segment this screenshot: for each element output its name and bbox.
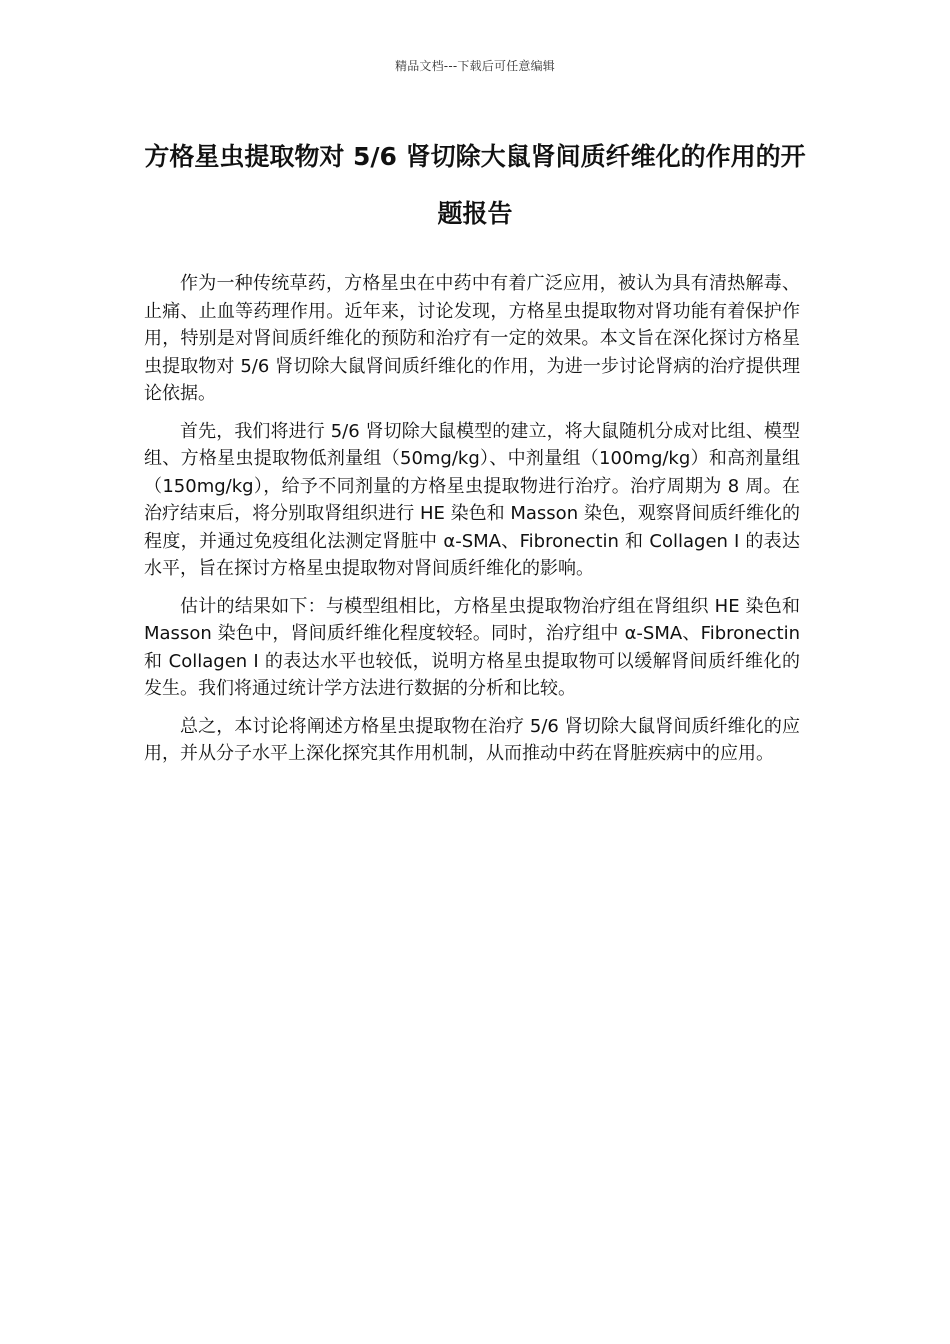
paragraph-introduction: 作为一种传统草药，方格星虫在中药中有着广泛应用，被认为具有清热解毒、止痛、止血等药理作用。近年来，讨论发现，方格星虫提取物对肾功能有着保护作用，特别是对肾间质纤维化的预防和治疗有一定的效果。本文旨在深化探讨方格星虫提取物对 5/6 肾切除大鼠肾间质纤维化的作用，为进一步讨论肾病的治疗提供理论依据。 [144,273,800,404]
paragraph-conclusion: 总之，本讨论将阐述方格星虫提取物在治疗 5/6 肾切除大鼠肾间质纤维化的应用，并从分子水平上深化探究其作用机制，从而推动中药在肾脏疾病中的应用。 [144,715,800,764]
document-body [144,270,800,778]
paragraph-expected-results: 估计的结果如下：与模型组相比，方格星虫提取物治疗组在肾组织 HE 染色和 Masson 染色中，肾间质纤维化程度较轻。同时，治疗组中 α-SMA、Fibronectin 和 Collagen I 的表达水平也较低，说明方格星虫提取物可以缓解肾间质纤维化的发生。我们将通过统计学方法进行数据的分析和比较。 [144,595,800,699]
page-header: 精品文档---下载后可任意编辑 [395,59,555,73]
paragraph-methods: 首先，我们将进行 5/6 肾切除大鼠模型的建立，将大鼠随机分成对比组、模型组、方格星虫提取物低剂量组（50mg/kg）、中剂量组（100mg/kg）和高剂量组（150mg/kg），给予不同剂量的方格星虫提取物进行治疗。治疗周期为 8 周。在治疗结束后，将分别取肾组织进行 HE 染色和 Masson 染色，观察肾间质纤维化的程度，并通过免疫组化法测定肾脏中 α-SMA、Fibronectin 和 Collagen I 的表达水平，旨在探讨方格星虫提取物对肾间质纤维化的影响。 [144,420,800,579]
document-title: 方格星虫提取物对 5/6 肾切除大鼠肾间质纤维化的作用的开题报告 [144,142,806,228]
